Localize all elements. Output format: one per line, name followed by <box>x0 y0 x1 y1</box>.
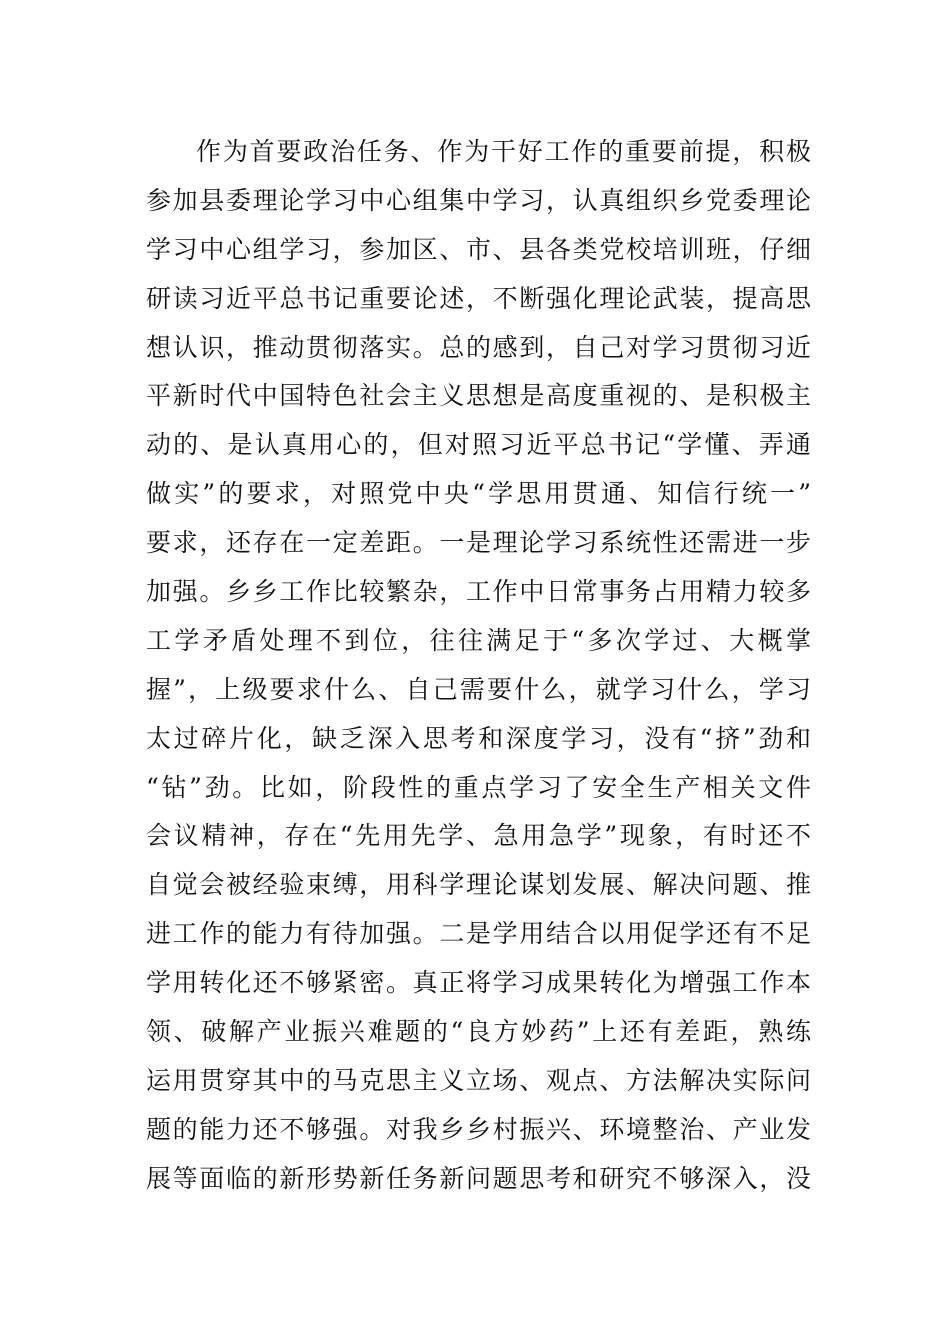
text-line-15: 会议精神，存在“先用先学、急用急学”现象，有时还不 <box>146 821 811 851</box>
text-line-20: 运用贯穿其中的马克思主义立场、观点、方法解决实际问 <box>146 1065 811 1095</box>
text-line-11: 工学矛盾处理不到位，往往满足于“多次学过、大概掌 <box>146 625 811 655</box>
text-line-12: 握”，上级要求什么、自己需要什么，就学习什么，学习 <box>146 674 811 704</box>
text-line-13: 太过碎片化，缺乏深入思考和深度学习，没有“挤”劲和 <box>146 723 811 753</box>
text-line-3: 学习中心组学习，参加区、市、县各类党校培训班，仔细 <box>146 234 811 264</box>
text-line-1: 作为首要政治任务、作为干好工作的重要前提，积极 <box>196 137 811 166</box>
body-text <box>146 128 811 1204</box>
text-line-10: 加强。乡乡工作比较繁杂，工作中日常事务占用精力较多 <box>146 577 811 607</box>
text-line-21: 题的能力还不够强。对我乡乡村振兴、环境整治、产业发 <box>146 1114 811 1144</box>
text-line-2: 参加县委理论学习中心组集中学习，认真组织乡党委理论 <box>146 185 811 215</box>
text-line-22: 展等面临的新形势新任务新问题思考和研究不够深入，没 <box>146 1163 811 1193</box>
text-line-14: “钻”劲。比如，阶段性的重点学习了安全生产相关文件 <box>146 772 811 802</box>
text-line-18: 学用转化还不够紧密。真正将学习成果转化为增强工作本 <box>146 968 811 998</box>
text-line-16: 自觉会被经验束缚，用科学理论谋划发展、解决问题、推 <box>146 870 811 900</box>
text-line-6: 平新时代中国特色社会主义思想是高度重视的、是积极主 <box>146 381 811 411</box>
text-line-7: 动的、是认真用心的，但对照习近平总书记“学懂、弄通 <box>146 430 811 460</box>
text-line-8: 做实”的要求，对照党中央“学思用贯通、知信行统一” <box>146 479 811 509</box>
text-line-5: 想认识，推动贯彻落实。总的感到，自己对学习贯彻习近 <box>146 332 811 362</box>
text-line-4: 研读习近平总书记重要论述，不断强化理论武装，提高思 <box>146 283 811 313</box>
text-line-17: 进工作的能力有待加强。二是学用结合以用促学还有不足 <box>146 919 811 949</box>
text-line-9: 要求，还存在一定差距。一是理论学习系统性还需进一步 <box>146 528 811 558</box>
text-line-19: 领、破解产业振兴难题的“良方妙药”上还有差距，熟练 <box>146 1017 811 1047</box>
